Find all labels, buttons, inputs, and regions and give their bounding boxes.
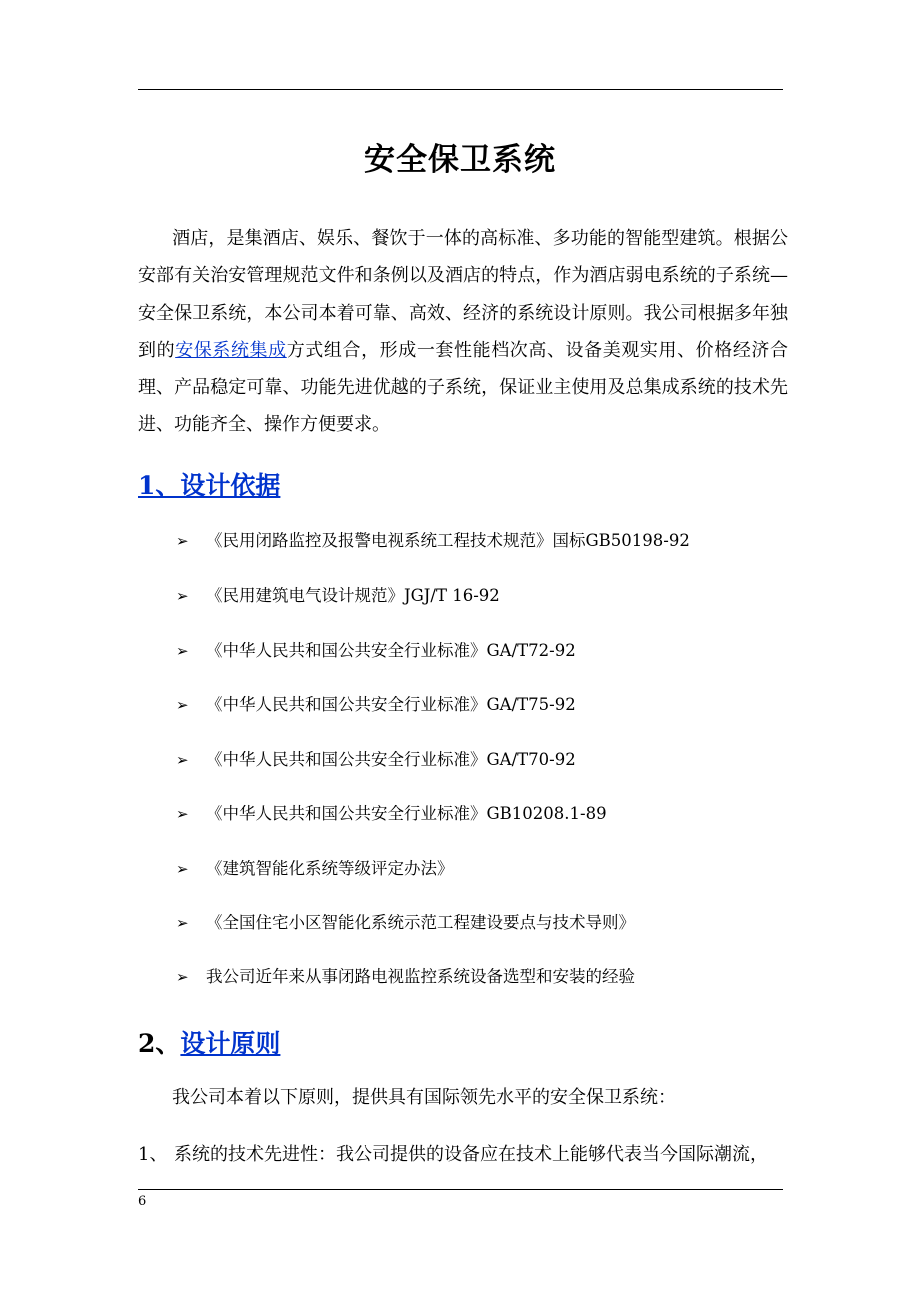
list-item-text: 《建筑智能化系统等级评定办法》 <box>206 859 454 878</box>
list-item <box>176 746 576 770</box>
arrow-bullet-icon: ➢ <box>176 860 189 878</box>
section1-heading[interactable] <box>138 466 280 502</box>
section2-intro: 我公司本着以下原则，提供具有国际领先水平的安全保卫系统： <box>172 1087 676 1108</box>
principle-item-number: 1、 <box>138 1144 168 1165</box>
page-number: 6 <box>138 1194 147 1209</box>
list-item-text: 《中华人民共和国公共安全行业标准》GA/T72-92 <box>206 641 576 660</box>
list-item-text: 《中华人民共和国公共安全行业标准》GB10208.1-89 <box>206 804 607 823</box>
list-item <box>176 691 576 715</box>
list-item-text: 《全国住宅小区智能化系统示范工程建设要点与技术导则》 <box>206 913 635 932</box>
principle-item-text: 系统的技术先进性：我公司提供的设备应在技术上能够代表当今国际潮流， <box>174 1144 768 1165</box>
arrow-bullet-icon: ➢ <box>176 696 189 714</box>
arrow-bullet-icon: ➢ <box>176 532 189 550</box>
list-item <box>176 963 635 987</box>
list-item-text: 《中华人民共和国公共安全行业标准》GA/T70-92 <box>206 750 576 769</box>
arrow-bullet-icon: ➢ <box>176 914 189 932</box>
footer-rule <box>138 1189 783 1190</box>
intro-text-before: 酒店，是集酒店、娱乐、餐饮于一体的高标准、多功能的智能型建筑。根据公安部有关治安管理规范文件和条例以及酒店的特点，作为酒店弱电系统的子系统—安全保卫系统，本公司本着可靠、高效、经济的系统设计原则。我公司根据多年独到的 <box>138 228 788 361</box>
page-title: 安全保卫系统 <box>364 141 556 178</box>
section2-heading <box>138 1024 280 1060</box>
arrow-bullet-icon: ➢ <box>176 642 189 660</box>
arrow-bullet-icon: ➢ <box>176 805 189 823</box>
list-item-text: 《民用建筑电气设计规范》JGJ/T 16-92 <box>206 586 500 605</box>
intro-paragraph <box>138 220 788 444</box>
list-item <box>176 527 690 551</box>
list-item-text: 我公司近年来从事闭路电视监控系统设备选型和安装的经验 <box>206 967 635 986</box>
security-integration-link[interactable]: 安保系统集成 <box>175 339 287 361</box>
list-item <box>176 909 635 933</box>
section1-heading-link[interactable]: 1、设计依据 <box>138 471 281 500</box>
list-item-text: 《民用闭路监控及报警电视系统工程技术规范》国标GB50198-92 <box>206 531 690 550</box>
principle-item <box>138 1140 768 1166</box>
list-item-text: 《中华人民共和国公共安全行业标准》GA/T75-92 <box>206 695 576 714</box>
header-rule <box>138 89 783 90</box>
section2-heading-link[interactable]: 设计原则 <box>180 1029 281 1058</box>
arrow-bullet-icon: ➢ <box>176 587 189 605</box>
list-item <box>176 582 500 606</box>
arrow-bullet-icon: ➢ <box>176 968 189 986</box>
intro-text-after: 方式组合，形成一套性能档次高、设备美观实用、价格经济合理、产品稳定可靠、功能先进优越的子系统，保证业主使用及总集成系统的技术先进、功能齐全、操作方便要求。 <box>138 339 789 436</box>
section2-number: 2、 <box>138 1029 181 1058</box>
list-item <box>176 637 576 661</box>
arrow-bullet-icon: ➢ <box>176 751 189 769</box>
list-item <box>176 800 607 824</box>
list-item <box>176 855 454 879</box>
